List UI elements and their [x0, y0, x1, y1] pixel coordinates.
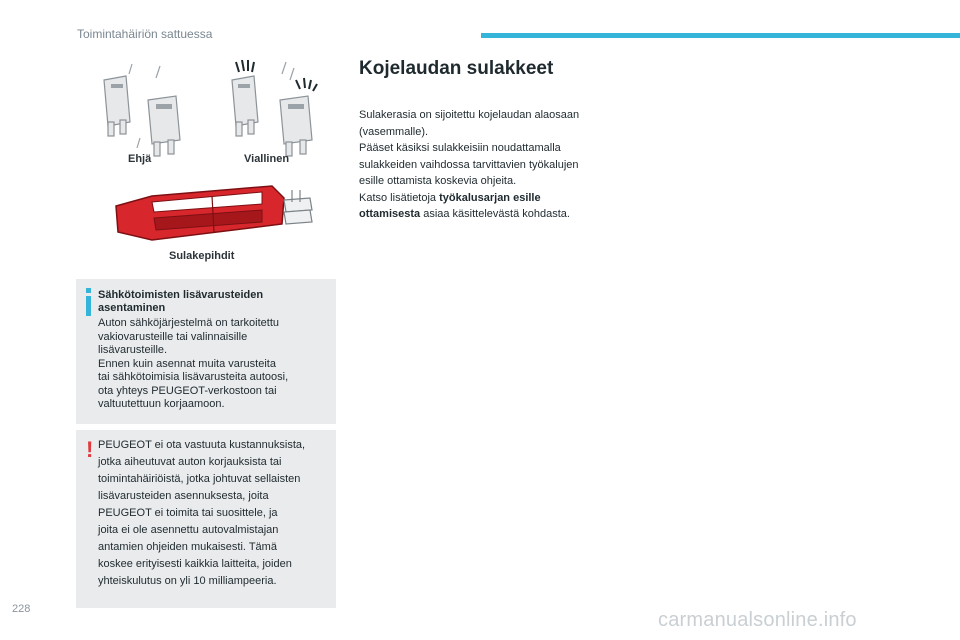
header-accent-bar [481, 33, 960, 38]
info-note [76, 279, 336, 424]
exclamation-icon: ! [86, 437, 94, 462]
fuse-pliers-illustration [112, 182, 318, 244]
reference-link-text: ottamisesta [359, 208, 421, 220]
fuse-illustration [96, 58, 326, 168]
info-icon [84, 288, 94, 316]
warning-note [76, 430, 336, 608]
fuse-broken-label: Viallinen [244, 153, 290, 165]
section-body [359, 107, 619, 223]
header-title: Toimintahäiriön sattuessa [77, 27, 213, 41]
section-title: Kojelaudan sulakkeet [359, 58, 554, 79]
page-number: 228 [12, 603, 31, 615]
body-line: sulakkeiden vaihdossa tarvittavien työkalujen [359, 158, 579, 171]
body-text: Katso lisätietoja [359, 191, 440, 204]
body-line: Pääset käsiksi sulakkeisiin noudattamalla [359, 142, 561, 154]
body-line: esille ottamista koskevia ohjeita. [359, 175, 517, 187]
body-line [359, 206, 619, 223]
fuse-ok-label: Ehjä [128, 153, 152, 165]
info-note-heading: Sähkötoimisten lisävarusteiden asentaminen [98, 289, 264, 314]
reference-link-text: työkalusarjan esille [439, 191, 541, 204]
watermark: carmanualsonline.info [658, 609, 857, 631]
body-line [359, 190, 619, 207]
body-line: (vasemmalle). [359, 125, 429, 138]
body-text: asiaa käsittelevästä kohdasta. [420, 208, 570, 220]
warning-note-text: PEUGEOT ei ota vastuuta kustannuksista, jotka aiheutuvat auton korjauksista tai toimintahäiriöistä, jotka johtuvat sellaisten lisävarusteiden asennuksesta, joita PEUGEOT ei toimita tai suosittele, ja joita ei ole asennettu autovalmistajan antamien ohjeiden mukaisesti. Tämä koskee erityisesti kaikkia laitteita, joiden yhteiskulutus on yli 10 milliampeeria. [98, 439, 306, 587]
info-note-text: Auton sähköjärjestelmä on tarkoitettu vakiovarusteille tai valinnaisille lisävarusteille. Ennen kuin asennat muita varusteita tai sähkötoimisia lisävarusteita autoosi, ota yhteys PEUGEOT-verkostoon tai valtuutettuun korjaamoon. [98, 317, 289, 410]
body-line: Sulakerasia on sijoitettu kojelaudan alaosaan [359, 109, 580, 121]
pliers-label: Sulakepihdit [169, 250, 235, 262]
